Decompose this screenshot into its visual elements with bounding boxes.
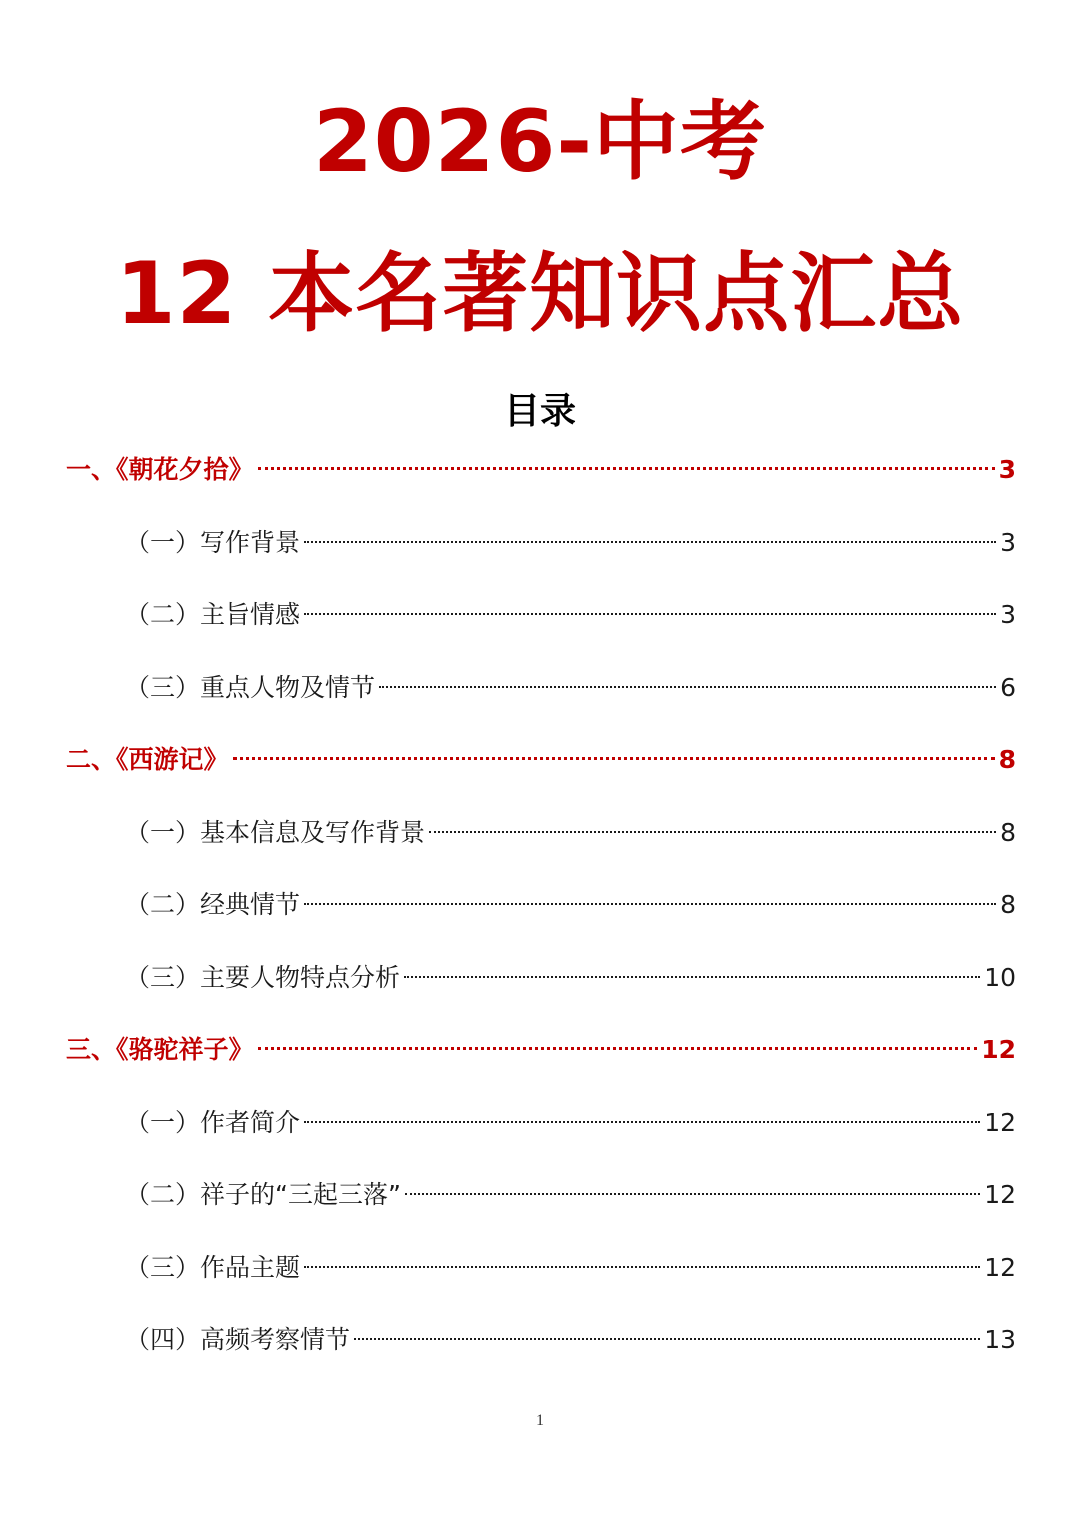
toc-chapter-entry[interactable]	[66, 1030, 1016, 1070]
toc-entry-label: （一）基本信息及写作背景	[125, 818, 426, 847]
toc-entry-label: 一、《朝花夕拾》	[66, 455, 254, 484]
toc-entry-label: 三、《骆驼祥子》	[66, 1035, 254, 1064]
document-title-line-2: 12 本名著知识点汇总	[115, 244, 965, 344]
toc-section-entry[interactable]	[125, 1248, 1016, 1288]
toc-section-entry[interactable]	[125, 668, 1016, 708]
toc-entry-page: 12	[981, 1035, 1016, 1064]
toc-entry-page: 10	[984, 963, 1016, 992]
toc-section-entry[interactable]	[125, 1175, 1016, 1215]
toc-dot-leader	[258, 1047, 978, 1050]
toc-section-entry[interactable]	[125, 523, 1016, 563]
toc-section-entry[interactable]	[125, 1103, 1016, 1143]
toc-entry-page: 3	[1000, 600, 1016, 629]
toc-entry-page: 3	[1000, 528, 1016, 557]
toc-section-entry[interactable]	[125, 958, 1016, 998]
toc-dot-leader	[304, 1266, 980, 1268]
toc-dot-leader	[258, 467, 995, 470]
toc-dot-leader	[354, 1338, 980, 1340]
toc-dot-leader	[304, 541, 996, 543]
toc-entry-page: 12	[984, 1108, 1016, 1137]
toc-entry-label: （三）主要人物特点分析	[125, 963, 401, 992]
toc-entry-page: 13	[984, 1325, 1016, 1354]
toc-chapter-entry[interactable]	[66, 450, 1016, 490]
toc-entry-page: 12	[984, 1253, 1016, 1282]
toc-entry-label: （一）写作背景	[125, 528, 301, 557]
toc-heading: 目录	[503, 391, 576, 432]
toc-entry-label: 二、《西游记》	[66, 745, 229, 774]
toc-dot-leader	[304, 903, 996, 905]
toc-entry-label: （三）作品主题	[125, 1253, 301, 1282]
toc-entry-label: （二）主旨情感	[125, 600, 301, 629]
toc-entry-page: 8	[1000, 890, 1016, 919]
toc-dot-leader	[379, 686, 996, 688]
toc-dot-leader	[304, 613, 996, 615]
document-title-line-1: 2026-中考	[312, 92, 768, 192]
toc-entry-label: （二）经典情节	[125, 890, 301, 919]
toc-section-entry[interactable]	[125, 885, 1016, 925]
toc-entry-page: 8	[1000, 818, 1016, 847]
toc-dot-leader	[304, 1121, 980, 1123]
toc-entry-page: 8	[998, 745, 1016, 774]
toc-dot-leader	[404, 976, 980, 978]
toc-section-entry[interactable]	[125, 1320, 1016, 1360]
toc-entry-page: 3	[998, 455, 1016, 484]
toc-dot-leader	[233, 757, 995, 760]
page-number: 1	[536, 1412, 544, 1429]
toc-dot-leader	[405, 1193, 980, 1195]
toc-entry-page: 6	[1000, 673, 1016, 702]
toc-entry-label: （一）作者简介	[125, 1108, 301, 1137]
toc-entry-label: （三）重点人物及情节	[125, 673, 376, 702]
toc-chapter-entry[interactable]	[66, 740, 1016, 780]
toc-section-entry[interactable]	[125, 813, 1016, 853]
toc-entry-page: 12	[984, 1180, 1016, 1209]
toc-section-entry[interactable]	[125, 595, 1016, 635]
toc-dot-leader	[429, 831, 996, 833]
toc-entry-label: （四）高频考察情节	[125, 1325, 351, 1354]
toc-entry-label: （二）祥子的“三起三落”	[125, 1180, 401, 1209]
